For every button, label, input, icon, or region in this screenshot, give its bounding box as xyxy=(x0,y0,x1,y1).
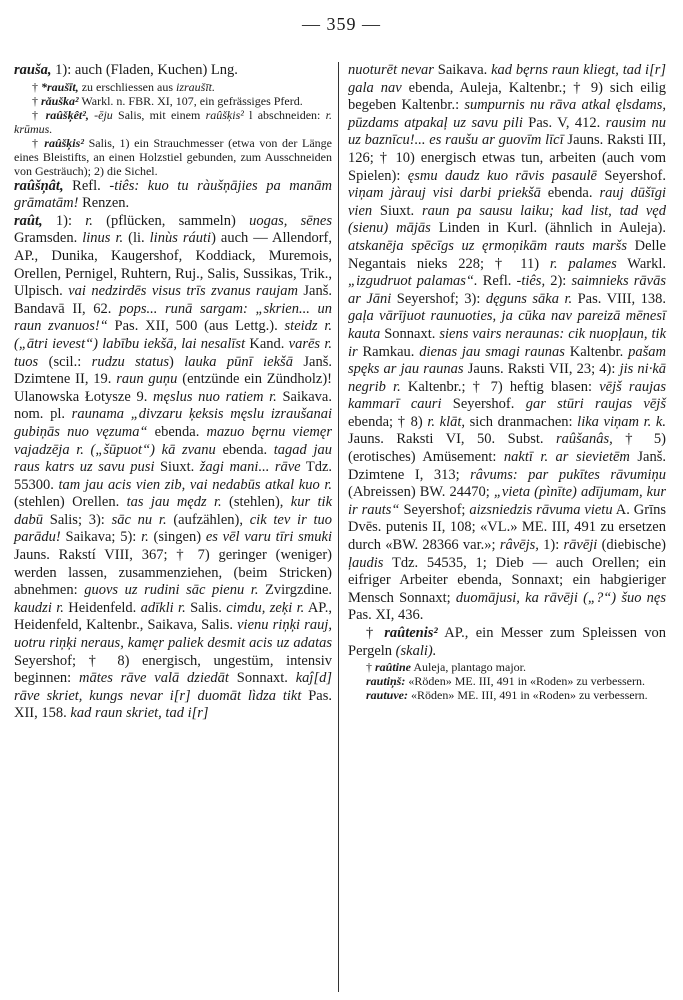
entry-text: Siuxt. xyxy=(154,459,200,476)
entry-italic-text: cimdu, zeķi r. xyxy=(226,599,305,616)
entry-text: zu erschliessen aus xyxy=(78,79,176,94)
entry-italic-text: cik tev ir tuo parādu! xyxy=(14,511,332,546)
entry-text: 1): auch (Fladen, Kuchen) Lng. xyxy=(51,62,238,78)
column-divider xyxy=(338,62,339,992)
entry-text: Seyershof. xyxy=(596,167,666,184)
entry-text: † 5) (erotisches) Amüsement: xyxy=(348,431,666,466)
entry-italic-text: -tiês: kuo tu ràušņājies pa manām grāmatām! xyxy=(14,177,332,212)
entry-text: Ramkau. xyxy=(357,343,420,360)
entry-text: Linden in Kurl. (ähnlich in Auleja). xyxy=(430,220,666,237)
entry-italic-text: jis ni·kā negrib r. xyxy=(348,361,667,395)
entry-text: Seyershof; † 8) energisch, ungestüm, intensiv beginnen: xyxy=(14,652,332,687)
entry-text: Jauns. Raksti III, 126; † 10) energisch etwas tun, arbeiten (auch vom Spielen): xyxy=(348,132,667,184)
entry-italic-text: pašam spęks ar jau raunas xyxy=(348,343,666,378)
entry-italic-text: „vieta (pìnīte) adījumam, kur ir rauts“ xyxy=(348,484,666,518)
entry-text: Kand. xyxy=(245,335,289,352)
entry-text: ebenda, Auleja, Kaltenbr.; † 9) sich eilig begeben Kaltenbr.: xyxy=(348,79,666,114)
entry-italic-text: kad bęrns raun kliegt, tad i[r] gala nav xyxy=(348,62,667,96)
entry-italic-text: r. xyxy=(141,529,149,546)
entry-text: (li. xyxy=(123,230,150,247)
entry-text: Saikava. xyxy=(433,62,492,78)
entry-headword: rauša, xyxy=(14,62,52,78)
entry-text: (singen) xyxy=(148,529,206,546)
entry-italic-text: (skali). xyxy=(395,642,437,659)
entry-italic-text: nuoturēt nevar xyxy=(348,62,434,78)
entry-italic-text: lika viņam r. k. xyxy=(577,413,666,430)
entry-italic-text: linus r. xyxy=(82,230,124,247)
entry-text: Pas. XI, 436. xyxy=(348,607,424,624)
entry-text: Pas. V, 412. xyxy=(522,114,606,131)
entry-text: (entzünde ein Zündholz)! Ulanowska Łotysze 9. xyxy=(14,371,332,405)
entry-italic-text: siens vairs neraunas: cik nuopļaun, tik ir xyxy=(348,325,666,360)
entry-text: Salis, 1) ein Strauchmesser (etwa von der Länge eines Bleistifts, an einen Holzstiel gebunden, zum Ausschneiden von Gesträuch); 2) die Sichel. xyxy=(14,135,332,178)
entry-italic-text: raûšanâs, xyxy=(556,431,613,448)
entry-italic-text: ęsmu daudz kuo rāvis pasaulē xyxy=(407,167,597,184)
entry-italic-text: r. palames xyxy=(549,255,617,272)
entry-text: 1): xyxy=(42,212,86,229)
entry-text: Sonnaxt. xyxy=(228,670,296,687)
entry-text: † xyxy=(366,625,385,641)
entry-text: l abschneiden: xyxy=(243,107,326,122)
entry-italic-text: lauka pūnī iekšā xyxy=(184,353,293,370)
entry-text: ebenda. xyxy=(215,441,274,458)
dictionary-entry xyxy=(348,674,666,688)
entry-italic-text: rausim nu uz baznīcu!... es rаušu ar guovīm līcī xyxy=(348,114,666,149)
entry-text: ebenda. xyxy=(147,423,207,440)
entry-text: «Röden» ME. III, 491 in «Roden» zu verbessern. xyxy=(405,674,645,689)
entry-text: † xyxy=(32,93,41,108)
entry-text: Siuxt. xyxy=(372,202,422,219)
entry-text: Seyershof; xyxy=(399,501,470,518)
entry-italic-text: raun pa sausu laiku; kad list, tad vęd (sienu) mājās xyxy=(348,202,666,237)
entry-headword: *raušīt, xyxy=(41,79,79,94)
entry-italic-text: tam jau acis vien zib, vai nedabūs atkal kuo r. xyxy=(58,476,333,493)
entry-text: Warkl. xyxy=(616,255,666,272)
entry-italic-text: rudzu status xyxy=(91,353,169,370)
entry-italic-text: uogas, sēnes xyxy=(249,212,332,229)
entry-italic-text: tagad jau raus katrs uz savu pusi xyxy=(14,441,332,476)
entry-italic-text: es vēl varu tīri smuki xyxy=(205,529,332,546)
entry-text: Tdz. 54535, 1; Dieb — auch Orellen; ein eifriger Arbeiter ebenda, Sonnaxt; ein habgieriger Mensch Sonnaxt; xyxy=(348,554,666,606)
entry-text: Gramsden. xyxy=(14,230,83,247)
entry-italic-text: adīkli r. xyxy=(140,599,186,616)
entry-italic-text: žagi mani... rāve xyxy=(199,459,301,476)
entry-italic-text: linùs ráuti xyxy=(149,230,212,247)
entry-text: Kaltenbr. xyxy=(564,343,629,360)
entry-italic-text: męslus nuo ratiem r. xyxy=(153,388,277,405)
entry-italic-text: kaudzi r. xyxy=(14,599,64,616)
entry-text: AP., ein Messer zum Spleissen von Pergeln xyxy=(348,625,667,659)
entry-text: Renzen. xyxy=(78,195,130,212)
entry-headword: rautiņš: xyxy=(366,674,406,689)
entry-italic-text: r. xyxy=(85,212,93,229)
entry-text: sich dranmachen: xyxy=(465,413,578,430)
entry-text: Delle Negantais nieks 228; † 11) xyxy=(348,237,666,272)
entry-text: ebenda. xyxy=(540,185,600,202)
entry-text: ) xyxy=(169,353,185,370)
entry-italic-text: gar stūri raujas vējš xyxy=(525,396,666,413)
entry-headword: raûšņât, xyxy=(14,177,64,194)
entry-italic-text: râvums: par pukītes rāvumiņu xyxy=(470,466,666,483)
entry-text: Heidenfeld. xyxy=(63,599,141,616)
entry-italic-text: rāvēji xyxy=(563,537,598,554)
dictionary-entry xyxy=(14,136,332,178)
dictionary-entry xyxy=(348,688,666,702)
entry-italic-text: r. krūmus. xyxy=(14,107,332,136)
entry-text: Pas. XII, 158. xyxy=(14,687,332,722)
entry-text: (aufzählen), xyxy=(166,511,250,528)
entry-text: (Abreissen) BW. 24470; xyxy=(348,484,494,501)
entry-italic-text: duomājusi, ka rāvēji („?“) šuo nęs xyxy=(455,589,667,606)
entry-text: Auleja, plantago major. xyxy=(411,660,526,675)
entry-text: Janš. Bandavā II, 62. xyxy=(14,283,333,317)
entry-text: Jauns. Rakstí VIII, 367; † 7) geringer (weniger) werden lassen, zusammenziehen, (beim Stricken) abnehmen: xyxy=(14,547,332,599)
entry-text: Tdz. 55300. xyxy=(14,459,333,493)
entry-text: (stehlen) Orellen. xyxy=(14,494,127,511)
entry-italic-text: tas jau mędz r. xyxy=(126,494,222,511)
entry-italic-text: -ēju xyxy=(94,107,113,122)
entry-italic-text: raûšķis² xyxy=(205,107,244,122)
entry-italic-text: dienas jau smagi raunas xyxy=(419,343,565,360)
entry-italic-text: r. klāt, xyxy=(427,413,466,430)
entry-italic-text: ļaudis xyxy=(348,554,384,571)
entry-text: Refl. xyxy=(477,273,517,290)
entry-text: Zvirgzdine. xyxy=(258,582,333,599)
entry-text: † xyxy=(366,660,375,675)
dictionary-entry xyxy=(14,108,332,136)
entry-text: A. Grīns Dvēs. putenis II, 108; «VL.» ME. III, 491 zu ersetzen durch «BW. 28366 var.»; xyxy=(348,501,666,554)
dictionary-entry xyxy=(348,660,666,674)
entry-text: Refl. xyxy=(63,177,110,194)
entry-headword: raûtine xyxy=(375,660,412,675)
entry-text: Salis; 3): xyxy=(43,511,112,528)
entry-text: Jauns. Raksti VII, 23; 4): xyxy=(463,361,620,378)
entry-italic-text: mātes rāve valā dziedāt xyxy=(79,670,229,687)
entry-italic-text: sāc nu r. xyxy=(111,511,167,528)
entry-headword: raût, xyxy=(14,212,43,229)
entry-text: ) auch — Allendorf, AP., Dunika, Kaugershof, Koddiack, Muremois, Orellen, Pernigel, Ruhtern, Ruj., Salis, Sussikas, Trik., Ulpisch. xyxy=(14,230,332,300)
entry-italic-text: steidz r. („ātri ievest“) labību iekšā, lai nesalīst xyxy=(14,318,332,352)
entry-italic-text: varēs r. tuos xyxy=(14,335,332,370)
entry-text: Janš. Dzimtene I, 313; xyxy=(348,449,666,483)
entry-italic-text: raun guņu xyxy=(116,371,178,388)
entry-text: (stehlen), xyxy=(221,494,291,511)
entry-text: Kaltenbr.; † 7) heftig blasen: xyxy=(400,378,600,395)
entry-italic-text: naktī r. ar sievietēm xyxy=(503,449,630,466)
entry-text: † xyxy=(32,107,46,122)
left-column xyxy=(14,62,332,723)
entry-headword: rautuve: xyxy=(366,688,408,703)
dictionary-entry xyxy=(14,94,332,108)
entry-text: ebenda; † 8) xyxy=(348,413,428,430)
entry-headword: rǎuška² xyxy=(41,93,79,108)
entry-text: (diebische) xyxy=(597,537,666,554)
entry-text: Pas. VIII, 138. xyxy=(572,290,666,307)
entry-text: Janš. Dzimtene II, 19. xyxy=(14,353,332,388)
dictionary-entry xyxy=(14,178,332,213)
entry-text: Pas. XII, 500 (aus Lettg.). xyxy=(107,318,285,335)
entry-italic-text: saimnieks rāvās ar Jāni xyxy=(348,273,666,307)
entry-italic-text: -tiês, xyxy=(516,273,546,290)
entry-headword: raûšķêt², xyxy=(45,107,89,122)
entry-text: Warkl. n. FBR. XI, 107, ein gefrässiges Pferd. xyxy=(78,93,303,108)
page-number: — 359 — xyxy=(302,14,381,34)
entry-text: Seyershof; 3): xyxy=(391,290,486,307)
entry-headword: raûšķis² xyxy=(44,135,84,150)
entry-italic-text: atskanēja spēcīgs uz ęrmoņikām rauts maršs xyxy=(348,237,627,254)
right-column xyxy=(348,62,666,702)
entry-text: 1): xyxy=(538,537,564,554)
entry-text: AP., Heidenfeld, Kaltenbr., Saikava, Salis. xyxy=(14,599,333,634)
entry-text: Saikava; 5): xyxy=(60,529,142,546)
dictionary-entry xyxy=(348,62,666,625)
entry-text: Seyershof. xyxy=(441,396,526,413)
entry-italic-text: kaĵ[d] rāve skriet, kungs nevar i[r] duomāt lìdza tikt xyxy=(14,670,332,704)
entry-text: Jauns. Raksti VI, 50. Subst. xyxy=(348,431,556,448)
entry-italic-text: kad raun skriet, tad i[r] xyxy=(70,705,209,722)
entry-text: † xyxy=(32,135,45,150)
entry-text: Sonnaxt. xyxy=(380,325,440,342)
entry-text: (scil.: xyxy=(38,353,92,370)
dictionary-entry xyxy=(14,213,332,723)
entry-text: Salis, mit einem xyxy=(112,107,206,122)
entry-text: Saikava. nom. pl. xyxy=(14,388,332,423)
entry-italic-text: gaļa vārījuot raunuoties, ja cūka nav pareizā mēnesī kauta xyxy=(348,308,666,342)
entry-text: «Röden» ME. III, 491 in «Roden» zu verbessern. xyxy=(408,688,648,703)
dictionary-entry xyxy=(14,80,332,94)
dictionary-entry xyxy=(348,625,666,660)
entry-italic-text: vienu riņķi rauj, uotru riņķi neraus, kamęr paliek desmit acis uz adatas xyxy=(14,617,332,652)
entry-italic-text: aizsniedzis rāvuma vietu xyxy=(469,501,613,518)
entry-italic-text: sumpurnis nu rāva atkal ęlsdams, pūzdams atpakaļ uz savu pili xyxy=(348,97,666,131)
entry-italic-text: mazuo bęrnu viemęr vajadzēja r. („šūpuot“) kā zvanu xyxy=(14,423,332,458)
entry-italic-text: guovs uz rudini sāc pienu r. xyxy=(84,582,259,599)
entry-text: 2): xyxy=(545,273,572,290)
entry-italic-text: râvējs, xyxy=(499,537,539,554)
dictionary-entry xyxy=(14,62,332,80)
entry-italic-text: dęguns sāka r. xyxy=(485,290,573,307)
entry-text: † xyxy=(32,79,41,94)
entry-text: Salis. xyxy=(185,599,227,616)
entry-italic-text: vējš raujas kammarī cauri xyxy=(348,378,666,413)
entry-italic-text: raunama „divzaru ķeksis męslu izraušanai gubiņās nuo vęzuma“ xyxy=(14,406,332,440)
entry-italic-text: izraušīt. xyxy=(176,79,216,94)
entry-italic-text: „izgudruot palamas“. xyxy=(348,273,478,290)
entry-text: (pflücken, sammeln) xyxy=(92,212,250,229)
entry-italic-text: vai nedzirdēs visus trīs zvanus raujam xyxy=(68,283,298,300)
entry-italic-text: kur tik dabū xyxy=(14,494,332,528)
entry-italic-text: pops... runā sargam: „skrien... un raun zvanuos!“ xyxy=(14,300,332,335)
entry-headword: raûtenis² xyxy=(384,625,438,641)
entry-italic-text: rauj dūšīgi vien xyxy=(348,185,666,219)
entry-italic-text: viņam jàrauj visi darbi priekšā xyxy=(348,185,541,202)
